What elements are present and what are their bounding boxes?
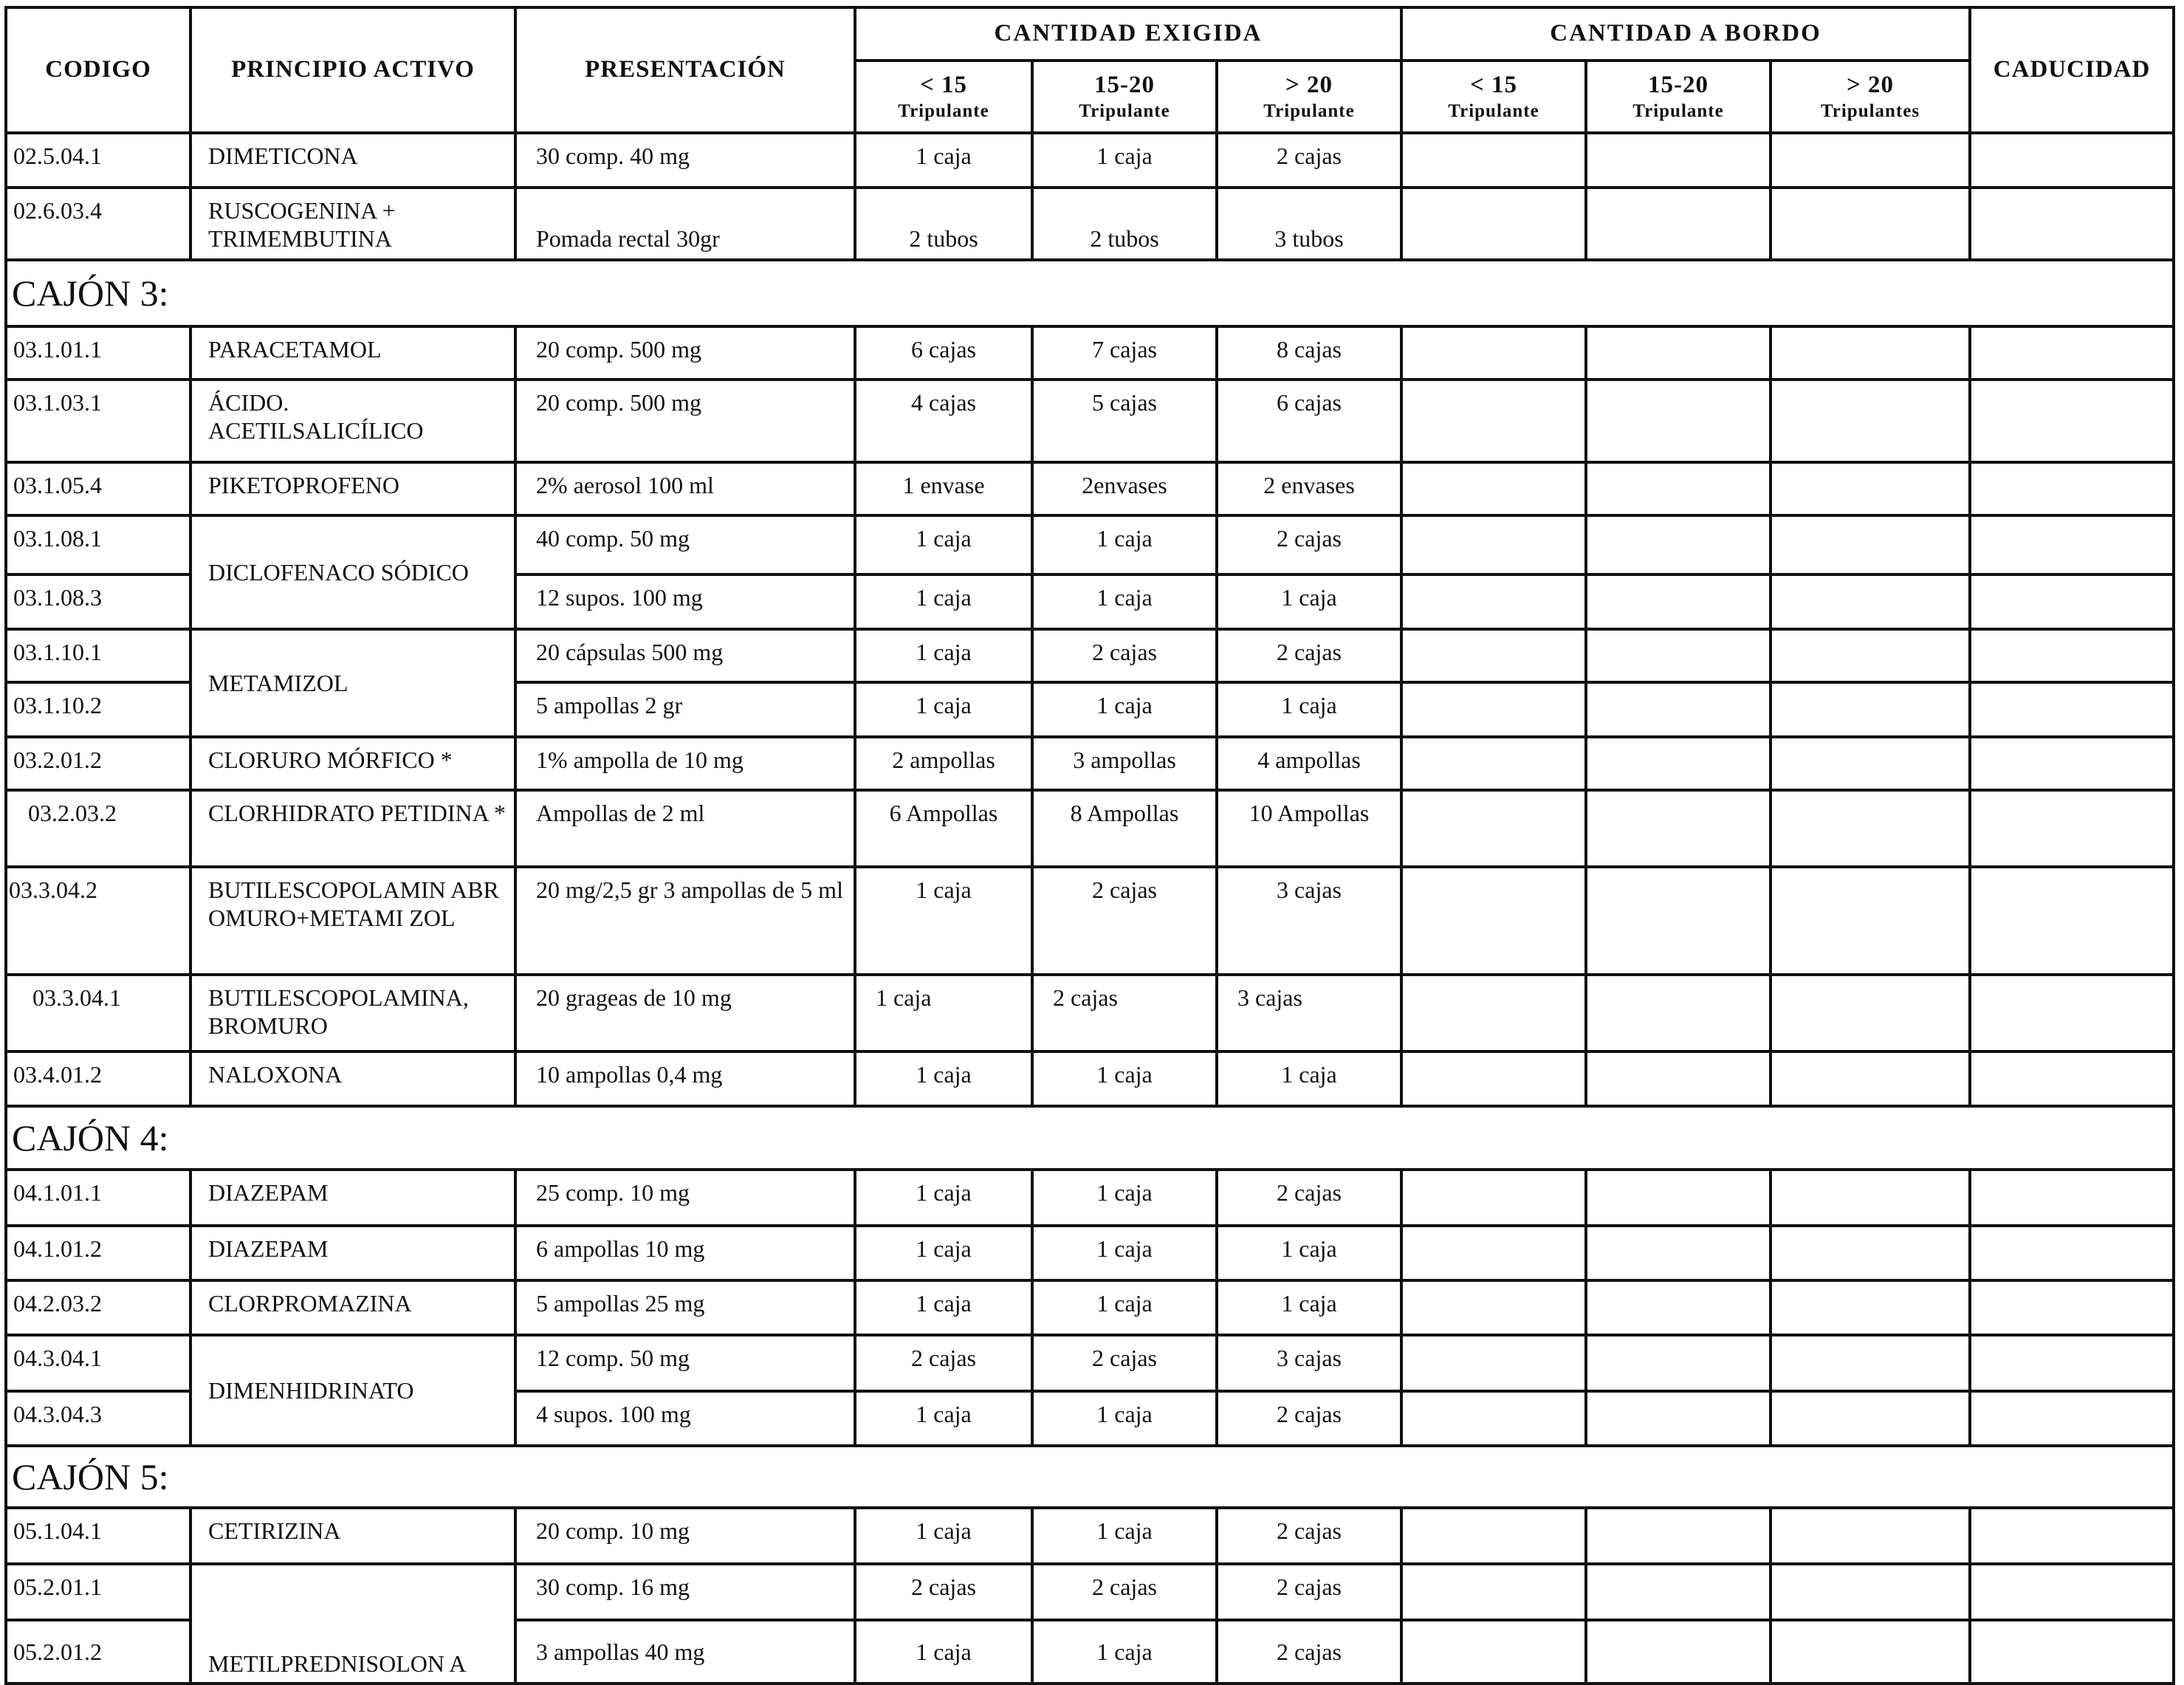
presentacion-cell: 20 mg/2,5 gr 3 ampollas de 5 ml	[515, 867, 855, 975]
qty-cell: 1 caja	[1032, 1391, 1217, 1446]
principio-cell: PARACETAMOL	[190, 326, 515, 380]
section-row	[6, 1446, 2174, 1508]
qty-cell: 1 caja	[1032, 682, 1217, 737]
code-cell: 04.3.04.1	[6, 1335, 190, 1391]
header-presentacion: PRESENTACIÓN	[515, 7, 855, 133]
bordo-cell[interactable]	[1401, 1335, 1586, 1391]
caducidad-cell[interactable]	[1970, 790, 2174, 867]
bordo-cell[interactable]	[1586, 574, 1771, 629]
qty-cell: 1 caja	[855, 629, 1032, 682]
code-cell: 03.3.04.2	[6, 867, 190, 975]
qty-cell: 1 caja	[1032, 1620, 1217, 1684]
presentacion-cell: 25 comp. 10 mg	[515, 1170, 855, 1226]
qty-cell: 1 caja	[855, 1508, 1032, 1564]
code-cell: 04.1.01.1	[6, 1170, 190, 1226]
bordo-cell[interactable]	[1586, 1620, 1771, 1684]
bordo-cell[interactable]	[1586, 1564, 1771, 1620]
qty-cell: 2 cajas	[1217, 1564, 1401, 1620]
principio-cell: CETIRIZINA	[190, 1508, 515, 1564]
caducidad-cell[interactable]	[1970, 326, 2174, 380]
qty-cell: 1 caja	[855, 133, 1032, 188]
qty-cell: 1 caja	[1032, 1508, 1217, 1564]
bordo-cell[interactable]	[1771, 133, 1970, 188]
presentacion-cell: 20 grageas de 10 mg	[515, 975, 855, 1051]
principio-cell: METILPREDNISOLON A	[190, 1564, 515, 1684]
subheader-bordo-gt20	[1771, 61, 1970, 133]
qty-cell: 2 tubos	[1032, 188, 1217, 260]
presentacion-cell: 12 comp. 50 mg	[515, 1335, 855, 1391]
qty-cell: 1 caja	[855, 515, 1032, 574]
bordo-cell[interactable]	[1771, 629, 1970, 682]
presentacion-cell: 4 supos. 100 mg	[515, 1391, 855, 1446]
bordo-cell[interactable]	[1401, 515, 1586, 574]
bordo-cell[interactable]	[1401, 1226, 1586, 1280]
code-cell: 03.1.10.1	[6, 629, 190, 682]
qty-cell: 2 cajas	[1217, 1391, 1401, 1446]
bordo-cell[interactable]	[1586, 790, 1771, 867]
qty-cell: 3 ampollas	[1032, 737, 1217, 790]
bordo-cell[interactable]	[1586, 629, 1771, 682]
qty-cell: 7 cajas	[1032, 326, 1217, 380]
qty-cell: 5 cajas	[1032, 380, 1217, 462]
bordo-cell[interactable]	[1771, 515, 1970, 574]
bordo-cell[interactable]	[1401, 1170, 1586, 1226]
table-row	[6, 380, 2174, 462]
principio-cell: DIAZEPAM	[190, 1170, 515, 1226]
bordo-cell[interactable]	[1771, 1226, 1970, 1280]
header-cantidad-a-bordo: CANTIDAD A BORDO	[1401, 7, 1970, 61]
code-cell: 03.1.10.2	[6, 682, 190, 737]
presentacion-cell: 30 comp. 16 mg	[515, 1564, 855, 1620]
bordo-cell[interactable]	[1401, 1051, 1586, 1106]
caducidad-cell[interactable]	[1970, 574, 2174, 629]
presentacion-cell: 30 comp. 40 mg	[515, 133, 855, 188]
section-title-cajon-5: CAJÓN 5:	[6, 1446, 2174, 1508]
presentacion-cell: 12 supos. 100 mg	[515, 574, 855, 629]
range-label: > 20	[1285, 72, 1333, 99]
presentacion-cell: 1% ampolla de 10 mg	[515, 737, 855, 790]
qty-cell: 4 cajas	[855, 380, 1032, 462]
code-cell: 05.2.01.1	[6, 1564, 190, 1620]
bordo-cell[interactable]	[1586, 737, 1771, 790]
bordo-cell[interactable]	[1401, 682, 1586, 737]
presentacion-cell: Ampollas de 2 ml	[515, 790, 855, 867]
unit-label: Tripulante	[1079, 100, 1170, 121]
qty-cell: 1 caja	[855, 682, 1032, 737]
bordo-cell[interactable]	[1771, 1508, 1970, 1564]
caducidad-cell[interactable]	[1970, 1508, 2174, 1564]
qty-cell: 1 caja	[855, 1620, 1032, 1684]
bordo-cell[interactable]	[1771, 975, 1970, 1051]
bordo-cell[interactable]	[1586, 1226, 1771, 1280]
qty-cell: 1 caja	[1032, 1170, 1217, 1226]
principio-cell: BUTILESCOPOLAMINA, BROMURO	[190, 975, 515, 1051]
qty-cell: 8 cajas	[1217, 326, 1401, 380]
bordo-cell[interactable]	[1401, 1280, 1586, 1335]
qty-cell: 2 envases	[1217, 462, 1401, 515]
qty-cell: 1 caja	[855, 1391, 1032, 1446]
qty-cell: 1 caja	[855, 1280, 1032, 1335]
unit-label: Tripulante	[1448, 100, 1539, 121]
caducidad-cell[interactable]	[1970, 1335, 2174, 1391]
bordo-cell[interactable]	[1771, 1051, 1970, 1106]
qty-cell: 1 caja	[1032, 1226, 1217, 1280]
header-cantidad-exigida: CANTIDAD EXIGIDA	[855, 7, 1401, 61]
table-row	[6, 1226, 2174, 1280]
subheader-bordo-15-20	[1586, 61, 1771, 133]
bordo-cell[interactable]	[1401, 133, 1586, 188]
table-row	[6, 515, 2174, 574]
bordo-cell[interactable]	[1586, 1280, 1771, 1335]
bordo-cell[interactable]	[1771, 1564, 1970, 1620]
bordo-cell[interactable]	[1401, 975, 1586, 1051]
presentacion-cell: 3 ampollas 40 mg	[515, 1620, 855, 1684]
bordo-cell[interactable]	[1401, 1620, 1586, 1684]
table-row	[6, 1051, 2174, 1106]
table-row	[6, 326, 2174, 380]
qty-cell: 2 tubos	[855, 188, 1032, 260]
bordo-cell[interactable]	[1586, 1391, 1771, 1446]
caducidad-cell[interactable]	[1970, 1051, 2174, 1106]
caducidad-cell[interactable]	[1970, 188, 2174, 260]
qty-cell: 1 caja	[1032, 574, 1217, 629]
bordo-cell[interactable]	[1771, 1620, 1970, 1684]
bordo-cell[interactable]	[1771, 1280, 1970, 1335]
bordo-cell[interactable]	[1401, 867, 1586, 975]
subheader-exigida-gt20	[1217, 61, 1401, 133]
range-label: < 15	[919, 72, 968, 99]
header-codigo: CODIGO	[6, 7, 190, 133]
bordo-cell[interactable]	[1771, 326, 1970, 380]
qty-cell: 2 cajas	[1032, 1564, 1217, 1620]
caducidad-cell[interactable]	[1970, 867, 2174, 975]
bordo-cell[interactable]	[1401, 1508, 1586, 1564]
qty-cell: 2 cajas	[1032, 629, 1217, 682]
bordo-cell[interactable]	[1401, 790, 1586, 867]
bordo-cell[interactable]	[1401, 1564, 1586, 1620]
code-cell: 05.1.04.1	[6, 1508, 190, 1564]
header-row	[6, 7, 2174, 61]
header-principio-activo: PRINCIPIO ACTIVO	[190, 7, 515, 133]
qty-cell: 1 caja	[855, 975, 1032, 1051]
bordo-cell[interactable]	[1771, 380, 1970, 462]
qty-cell: 2 cajas	[1217, 629, 1401, 682]
bordo-cell[interactable]	[1771, 1391, 1970, 1446]
code-cell: 03.2.03.2	[6, 790, 190, 867]
range-label: 15-20	[1094, 72, 1155, 99]
code-cell: 03.1.08.3	[6, 574, 190, 629]
presentacion-cell: 20 comp. 10 mg	[515, 1508, 855, 1564]
code-cell: 03.4.01.2	[6, 1051, 190, 1106]
principio-cell: ÁCIDO. ACETILSALICÍLICO	[190, 380, 515, 462]
caducidad-cell[interactable]	[1970, 462, 2174, 515]
section-title-cajon-3: CAJÓN 3:	[6, 260, 2174, 326]
caducidad-cell[interactable]	[1970, 1620, 2174, 1684]
bordo-cell[interactable]	[1586, 1170, 1771, 1226]
code-cell: 03.3.04.1	[6, 975, 190, 1051]
caducidad-cell[interactable]	[1970, 1391, 2174, 1446]
presentacion-cell: 20 comp. 500 mg	[515, 326, 855, 380]
qty-cell: 6 Ampollas	[855, 790, 1032, 867]
code-cell: 04.1.01.2	[6, 1226, 190, 1280]
presentacion-cell: 5 ampollas 2 gr	[515, 682, 855, 737]
bordo-cell[interactable]	[1401, 629, 1586, 682]
table-row	[6, 975, 2174, 1051]
presentacion-cell: 6 ampollas 10 mg	[515, 1226, 855, 1280]
caducidad-cell[interactable]	[1970, 380, 2174, 462]
subheader-exigida-15-20	[1032, 61, 1217, 133]
qty-cell: 2 cajas	[855, 1335, 1032, 1391]
medication-inventory-table	[4, 6, 2175, 1685]
bordo-cell[interactable]	[1401, 188, 1586, 260]
qty-cell: 1 caja	[855, 867, 1032, 975]
bordo-cell[interactable]	[1771, 1170, 1970, 1226]
bordo-cell[interactable]	[1401, 380, 1586, 462]
code-cell: 03.1.05.4	[6, 462, 190, 515]
qty-cell: 3 cajas	[1217, 1335, 1401, 1391]
code-cell: 03.1.08.1	[6, 515, 190, 574]
bordo-cell[interactable]	[1771, 574, 1970, 629]
qty-cell: 2 cajas	[855, 1564, 1032, 1620]
bordo-cell[interactable]	[1401, 326, 1586, 380]
code-cell: 04.3.04.3	[6, 1391, 190, 1446]
code-cell: 02.5.04.1	[6, 133, 190, 188]
qty-cell: 1 caja	[1032, 515, 1217, 574]
caducidad-cell[interactable]	[1970, 1170, 2174, 1226]
unit-label: Tripulante	[898, 100, 989, 121]
qty-cell: 1 caja	[855, 574, 1032, 629]
table-row	[6, 133, 2174, 188]
bordo-cell[interactable]	[1586, 682, 1771, 737]
qty-cell: 6 cajas	[1217, 380, 1401, 462]
principio-cell: CLORHIDRATO PETIDINA *	[190, 790, 515, 867]
unit-label: Tripulante	[1632, 100, 1724, 121]
section-row	[6, 260, 2174, 326]
range-label: > 20	[1846, 72, 1895, 99]
presentacion-cell: Pomada rectal 30gr	[515, 188, 855, 260]
qty-cell: 1 caja	[1217, 1280, 1401, 1335]
table-row	[6, 1170, 2174, 1226]
qty-cell: 2 ampollas	[855, 737, 1032, 790]
caducidad-cell[interactable]	[1970, 133, 2174, 188]
table-row	[6, 1335, 2174, 1391]
bordo-cell[interactable]	[1586, 462, 1771, 515]
range-label: < 15	[1469, 72, 1518, 99]
bordo-cell[interactable]	[1771, 1335, 1970, 1391]
bordo-cell[interactable]	[1771, 682, 1970, 737]
bordo-cell[interactable]	[1586, 133, 1771, 188]
qty-cell: 2 cajas	[1217, 515, 1401, 574]
qty-cell: 1 caja	[1217, 1226, 1401, 1280]
table-row	[6, 790, 2174, 867]
code-cell: 03.2.01.2	[6, 737, 190, 790]
caducidad-cell[interactable]	[1970, 1280, 2174, 1335]
caducidad-cell[interactable]	[1970, 975, 2174, 1051]
principio-cell: DICLOFENACO SÓDICO	[190, 515, 515, 629]
code-cell: 03.1.01.1	[6, 326, 190, 380]
presentacion-cell: 2% aerosol 100 ml	[515, 462, 855, 515]
caducidad-cell[interactable]	[1970, 1564, 2174, 1620]
principio-cell: CLORURO MÓRFICO *	[190, 737, 515, 790]
table-row	[6, 1564, 2174, 1620]
qty-cell: 1 caja	[1217, 682, 1401, 737]
qty-cell: 1 caja	[855, 1226, 1032, 1280]
qty-cell: 2 cajas	[1217, 1620, 1401, 1684]
qty-cell: 8 Ampollas	[1032, 790, 1217, 867]
subheader-bordo-lt15	[1401, 61, 1586, 133]
code-cell: 02.6.03.4	[6, 188, 190, 260]
presentacion-cell: 40 comp. 50 mg	[515, 515, 855, 574]
principio-cell: DIMETICONA	[190, 133, 515, 188]
table-row	[6, 867, 2174, 975]
bordo-cell[interactable]	[1586, 1335, 1771, 1391]
principio-cell: METAMIZOL	[190, 629, 515, 737]
qty-cell: 2envases	[1032, 462, 1217, 515]
qty-cell: 2 cajas	[1217, 133, 1401, 188]
caducidad-cell[interactable]	[1970, 1226, 2174, 1280]
bordo-cell[interactable]	[1771, 737, 1970, 790]
table-row	[6, 1508, 2174, 1564]
table-row	[6, 629, 2174, 682]
principio-cell: PIKETOPROFENO	[190, 462, 515, 515]
principio-cell: DIMENHIDRINATO	[190, 1335, 515, 1446]
bordo-cell[interactable]	[1586, 380, 1771, 462]
code-cell: 05.2.01.2	[6, 1620, 190, 1684]
presentacion-cell: 10 ampollas 0,4 mg	[515, 1051, 855, 1106]
code-cell: 03.1.03.1	[6, 380, 190, 462]
bordo-cell[interactable]	[1586, 326, 1771, 380]
bordo-cell[interactable]	[1771, 462, 1970, 515]
principio-cell: BUTILESCOPOLAMIN ABROMURO+METAMI ZOL	[190, 867, 515, 975]
principio-cell: DIAZEPAM	[190, 1226, 515, 1280]
range-label: 15-20	[1648, 72, 1709, 99]
qty-cell: 3 cajas	[1217, 975, 1401, 1051]
bordo-cell[interactable]	[1771, 790, 1970, 867]
bordo-cell[interactable]	[1401, 737, 1586, 790]
qty-cell: 2 cajas	[1032, 867, 1217, 975]
bordo-cell[interactable]	[1586, 188, 1771, 260]
unit-label: Tripulante	[1263, 100, 1355, 121]
principio-cell: RUSCOGENINA + TRIMEMBUTINA	[190, 188, 515, 260]
qty-cell: 2 cajas	[1217, 1508, 1401, 1564]
bordo-cell[interactable]	[1771, 188, 1970, 260]
qty-cell: 1 caja	[855, 1170, 1032, 1226]
presentacion-cell: 5 ampollas 25 mg	[515, 1280, 855, 1335]
code-cell: 04.2.03.2	[6, 1280, 190, 1335]
qty-cell: 6 cajas	[855, 326, 1032, 380]
bordo-cell[interactable]	[1401, 462, 1586, 515]
qty-cell: 1 caja	[1032, 1280, 1217, 1335]
bordo-cell[interactable]	[1586, 867, 1771, 975]
table-row	[6, 462, 2174, 515]
bordo-cell[interactable]	[1586, 1508, 1771, 1564]
qty-cell: 1 caja	[1217, 1051, 1401, 1106]
table-row	[6, 1280, 2174, 1335]
bordo-cell[interactable]	[1401, 574, 1586, 629]
table-row	[6, 737, 2174, 790]
qty-cell: 1 caja	[1032, 1051, 1217, 1106]
section-title-cajon-4: CAJÓN 4:	[6, 1106, 2174, 1170]
principio-cell: CLORPROMAZINA	[190, 1280, 515, 1335]
qty-cell: 2 cajas	[1032, 975, 1217, 1051]
bordo-cell[interactable]	[1771, 867, 1970, 975]
bordo-cell[interactable]	[1586, 515, 1771, 574]
presentacion-cell: 20 cápsulas 500 mg	[515, 629, 855, 682]
bordo-cell[interactable]	[1401, 1391, 1586, 1446]
principio-cell: NALOXONA	[190, 1051, 515, 1106]
qty-cell: 3 cajas	[1217, 867, 1401, 975]
qty-cell: 2 cajas	[1032, 1335, 1217, 1391]
caducidad-cell[interactable]	[1970, 737, 2174, 790]
section-row	[6, 1106, 2174, 1170]
presentacion-cell: 20 comp. 500 mg	[515, 380, 855, 462]
qty-cell: 4 ampollas	[1217, 737, 1401, 790]
qty-cell: 2 cajas	[1217, 1170, 1401, 1226]
qty-cell: 3 tubos	[1217, 188, 1401, 260]
subheader-exigida-lt15	[855, 61, 1032, 133]
caducidad-cell[interactable]	[1970, 629, 2174, 682]
qty-cell: 1 envase	[855, 462, 1032, 515]
unit-label: Tripulantes	[1820, 100, 1920, 121]
bordo-cell[interactable]	[1586, 975, 1771, 1051]
qty-cell: 1 caja	[855, 1051, 1032, 1106]
table-row	[6, 188, 2174, 260]
qty-cell: 10 Ampollas	[1217, 790, 1401, 867]
bordo-cell[interactable]	[1586, 1051, 1771, 1106]
caducidad-cell[interactable]	[1970, 515, 2174, 574]
qty-cell: 1 caja	[1032, 133, 1217, 188]
caducidad-cell[interactable]	[1970, 682, 2174, 737]
qty-cell: 1 caja	[1217, 574, 1401, 629]
header-caducidad: CADUCIDAD	[1970, 7, 2174, 133]
